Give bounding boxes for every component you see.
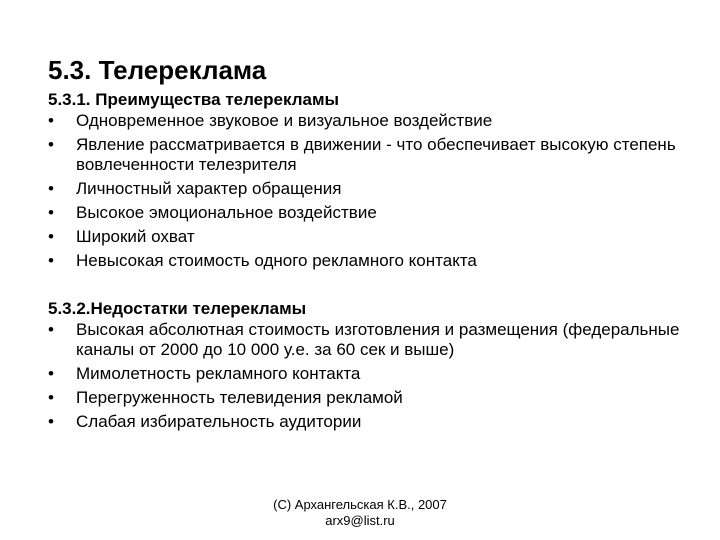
list-item	[48, 203, 688, 223]
list-item-text: Широкий охват	[76, 227, 195, 246]
disadvantages-heading: 5.3.2.Недостатки телерекламы	[48, 299, 307, 318]
list-item	[48, 111, 688, 131]
footer-copyright: (С) Архангельская К.В., 2007	[273, 497, 447, 512]
list-item-text: Мимолетность рекламного контакта	[76, 364, 361, 383]
list-item-text: Высокая абсолютная стоимость изготовления и размещения (федеральные каналы от 2000 до 10 000 у.е. за 60 сек и выше)	[76, 320, 680, 359]
bullet-icon: •	[48, 203, 54, 222]
list-item	[48, 135, 688, 175]
disadvantages-list	[48, 320, 688, 432]
bullet-icon: •	[48, 111, 54, 130]
bullet-icon: •	[48, 179, 54, 198]
bullet-icon: •	[48, 388, 54, 407]
advantages-heading: 5.3.1. Преимущества телерекламы	[48, 90, 340, 109]
list-item	[48, 364, 688, 384]
bullet-icon: •	[48, 227, 54, 246]
bullet-icon: •	[48, 251, 54, 270]
list-item-text: Высокое эмоциональное воздействие	[76, 203, 377, 222]
bullet-icon: •	[48, 364, 54, 383]
list-item-text: Слабая избирательность аудитории	[76, 412, 362, 431]
footer-email: arx9@list.ru	[325, 513, 395, 528]
slide-title: 5.3. Телереклама	[48, 55, 267, 85]
list-item	[48, 320, 688, 360]
list-item	[48, 412, 688, 432]
list-item	[48, 227, 688, 247]
list-item	[48, 179, 688, 199]
advantages-section	[48, 89, 688, 275]
list-item-text: Личностный характер обращения	[76, 179, 342, 198]
list-item-text: Одновременное звуковое и визуальное воздействие	[76, 111, 493, 130]
bullet-icon: •	[48, 320, 54, 339]
footer	[200, 497, 520, 529]
list-item-text: Явление рассматривается в движении - что обеспечивает высокую степень вовлеченности телезрителя	[76, 135, 676, 174]
list-item	[48, 251, 688, 271]
bullet-icon: •	[48, 412, 54, 431]
advantages-list	[48, 111, 688, 271]
list-item	[48, 388, 688, 408]
list-item-text: Невысокая стоимость одного рекламного контакта	[76, 251, 477, 270]
bullet-icon: •	[48, 135, 54, 154]
list-item-text: Перегруженность телевидения рекламой	[76, 388, 403, 407]
disadvantages-section	[48, 298, 688, 436]
